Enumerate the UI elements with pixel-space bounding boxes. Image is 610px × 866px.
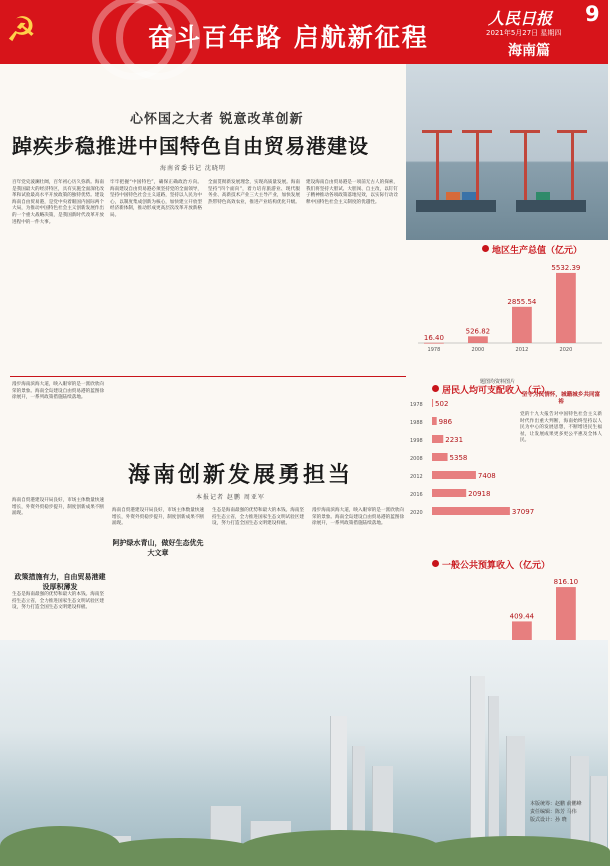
issue-date: 2021年5月27日 星期四 xyxy=(486,29,562,37)
article2-column-4 xyxy=(312,508,404,638)
credit-line: 本版统筹：赵鹏 俞鹏峰 xyxy=(530,801,582,807)
revenue-chart-title: 一般公共预算收入（亿元） xyxy=(442,561,551,571)
chart-bar xyxy=(432,435,443,443)
chart-bar xyxy=(424,343,444,344)
chart-bar xyxy=(432,453,448,461)
sidebar-headline: 坚守为民情怀，城籍城乡共同富裕 xyxy=(521,392,601,405)
chart-bar xyxy=(432,417,437,425)
tick-label: 1978 xyxy=(410,402,423,408)
article1-column-4 xyxy=(306,180,398,370)
chart-bar xyxy=(468,336,488,343)
section-divider xyxy=(10,376,406,377)
data-label: 409.44 xyxy=(509,612,535,621)
article2-title: 海南创新发展勇担当 xyxy=(128,462,354,488)
data-label: 502 xyxy=(435,400,449,408)
article2-column-1b xyxy=(12,592,104,640)
tick-label: 1978 xyxy=(427,347,441,353)
tick-label: 1998 xyxy=(410,438,423,444)
article1-paragraph: 牢牢把握“中国特色”，确保正确政治方向。海南建设自由贸易港必须坚持党的全面领导，坚持中国特色社会主义道路，坚持以人民为中心，以制度集成创新为核心，加快建立开放型经济新体制，推动形成更高层次改革开放新格局。 xyxy=(110,180,202,218)
newspaper-logo: 人民日报 xyxy=(488,9,553,28)
data-label: 7408 xyxy=(477,472,496,480)
tick-label: 2000 xyxy=(471,347,485,353)
chart-bar xyxy=(432,399,433,407)
city-skyline-photo xyxy=(0,640,608,866)
article1-column-2 xyxy=(110,180,202,370)
chart-bar xyxy=(556,273,576,343)
tick-label: 1988 xyxy=(410,420,423,426)
page-number: 9 xyxy=(585,2,600,26)
article2-paragraph: 漫步海南滨海大道，映入眼帘的是一派欣欣向荣的景象。海南全岛建设自由贸易港的蓝图徐徐展开，一系列政策措施陆续落地。 xyxy=(312,508,404,527)
credit-line: 责任编辑：陈芳 马伟 xyxy=(530,809,577,815)
article2-paragraph: 海南自贸港建设开局良好，市场主体数量快速增长，外资外贸稳步提升，制度创新成果不断涌现。 xyxy=(112,508,204,527)
article2-paragraph: 海南自贸港建设开局良好，市场主体数量快速增长，外资外贸稳步提升，制度创新成果不断涌现。 xyxy=(12,498,104,517)
gdp-bar-chart xyxy=(410,255,606,355)
chart-bar xyxy=(432,507,510,515)
data-label: 37097 xyxy=(511,508,535,516)
harbor-photo xyxy=(406,64,608,240)
hammer-sickle-icon: ☭ xyxy=(6,10,37,50)
article2-paragraph: 生态是海南最强的优势和最大的本钱。海南坚持生态立省，全力推进国家生态文明试验区建设，努力打造全国生态文明建设样板。 xyxy=(212,508,304,527)
article1-title: 踔疾步稳推进中国特色自由贸易港建设 xyxy=(12,134,369,158)
chart-bar xyxy=(512,307,532,343)
article2-paragraph: 漫步海南滨海大道，映入眼帘的是一派欣欣向荣的景象。海南全岛建设自由贸易港的蓝图徐徐展开，一系列政策措施陆续落地。 xyxy=(12,382,104,401)
gdp-chart-title: 地区生产总值（亿元） xyxy=(492,246,583,256)
header-banner xyxy=(0,0,608,64)
data-label: 816.10 xyxy=(553,578,579,587)
data-label: 5532.39 xyxy=(551,263,581,272)
article2-column-1 xyxy=(12,498,104,568)
sidebar-body: 党的十九大报告对中国特色社会主义新时代作出重大判断，海南始终坚持以人民为中心的发展思想，不断增进民生福祉，让发展成果更多更公平惠及全体人民。 xyxy=(520,412,602,444)
tick-label: 2012 xyxy=(410,474,423,480)
article1-column-1 xyxy=(12,180,104,370)
tick-label: 2012 xyxy=(515,347,529,353)
data-label: 526.82 xyxy=(465,327,491,336)
bullet-dot-icon xyxy=(432,560,439,567)
bullet-dot-icon xyxy=(432,385,439,392)
credit-line: 版式设计：孙 晓 xyxy=(530,817,567,823)
article1-column-3 xyxy=(208,180,300,370)
article2-byline: 本报记者 赵鹏 周亚军 xyxy=(196,494,265,501)
data-label: 2855.54 xyxy=(507,297,537,306)
credits-block xyxy=(530,800,582,824)
banner-slogan: 奋斗百年路 启航新征程 xyxy=(148,23,429,52)
data-label: 986 xyxy=(438,418,453,426)
data-label: 16.40 xyxy=(423,333,444,342)
article2-column-2 xyxy=(112,508,204,638)
article1-paragraph: 百年党史波澜壮阔，百年初心历久弥新。海南是我国最大的经济特区，具有实施全面深化改革和试验最高水平开放政策的独特优势。建设海南自由贸易港，是党中央着眼国内国际两个大局，为推动中国特色社会主义创新发展作出的一个重大战略决策，是我国新时代改革开放进程中的一件大事。 xyxy=(12,180,104,225)
bullet-dot-icon xyxy=(482,245,489,252)
tick-label: 2020 xyxy=(410,510,423,516)
article1-paragraph: 建设海南自由贸易港是一项前无古人的探索，我们将坚持大胆试、大胆闯、自主改，以钉钉子精神推动各项政策落地见效，以实际行动诠释中国特色社会主义制度的优越性。 xyxy=(306,180,398,205)
article2-lead-column xyxy=(12,382,104,492)
article2-paragraph: 生态是海南最强的优势和最大的本钱。海南坚持生态立省，全力推进国家生态文明试验区建设，努力打造全国生态文明建设样板。 xyxy=(12,592,104,611)
chart-bar xyxy=(432,489,466,497)
edition-name: 海南篇 xyxy=(508,43,550,59)
chart-bar xyxy=(432,471,476,479)
tick-label: 2020 xyxy=(559,347,573,353)
article1-paragraph: 全面贯彻新发展理念，实现高质量发展。海南坚持“四个面向”，着力培育旅游业、现代服务业、高新技术产业三大主导产业，加快发展热带特色高效农业，推进产业结构优化升级。 xyxy=(208,180,300,205)
article2-subhead-2: 阿护绿水青山，做好生态优先大文章 xyxy=(112,538,204,557)
data-label: 5358 xyxy=(449,454,468,462)
article1-byline: 海南省委书记 沈晓明 xyxy=(160,165,226,172)
article2-subhead-1: 政策措施有力，自由贸易港建设厚积薄发 xyxy=(14,572,106,591)
article1-kicker: 心怀国之大者 锐意改革创新 xyxy=(130,112,304,127)
tick-label: 2008 xyxy=(410,456,423,462)
data-label: 2231 xyxy=(445,436,464,444)
income-bar-chart xyxy=(410,395,535,545)
data-label: 20918 xyxy=(468,490,491,498)
income-chart-title: 居民人均可支配收入（元） xyxy=(442,386,551,396)
photo-note: 题图均资料图片 xyxy=(480,379,516,385)
article2-column-3 xyxy=(212,508,304,638)
tick-label: 2016 xyxy=(410,492,423,498)
